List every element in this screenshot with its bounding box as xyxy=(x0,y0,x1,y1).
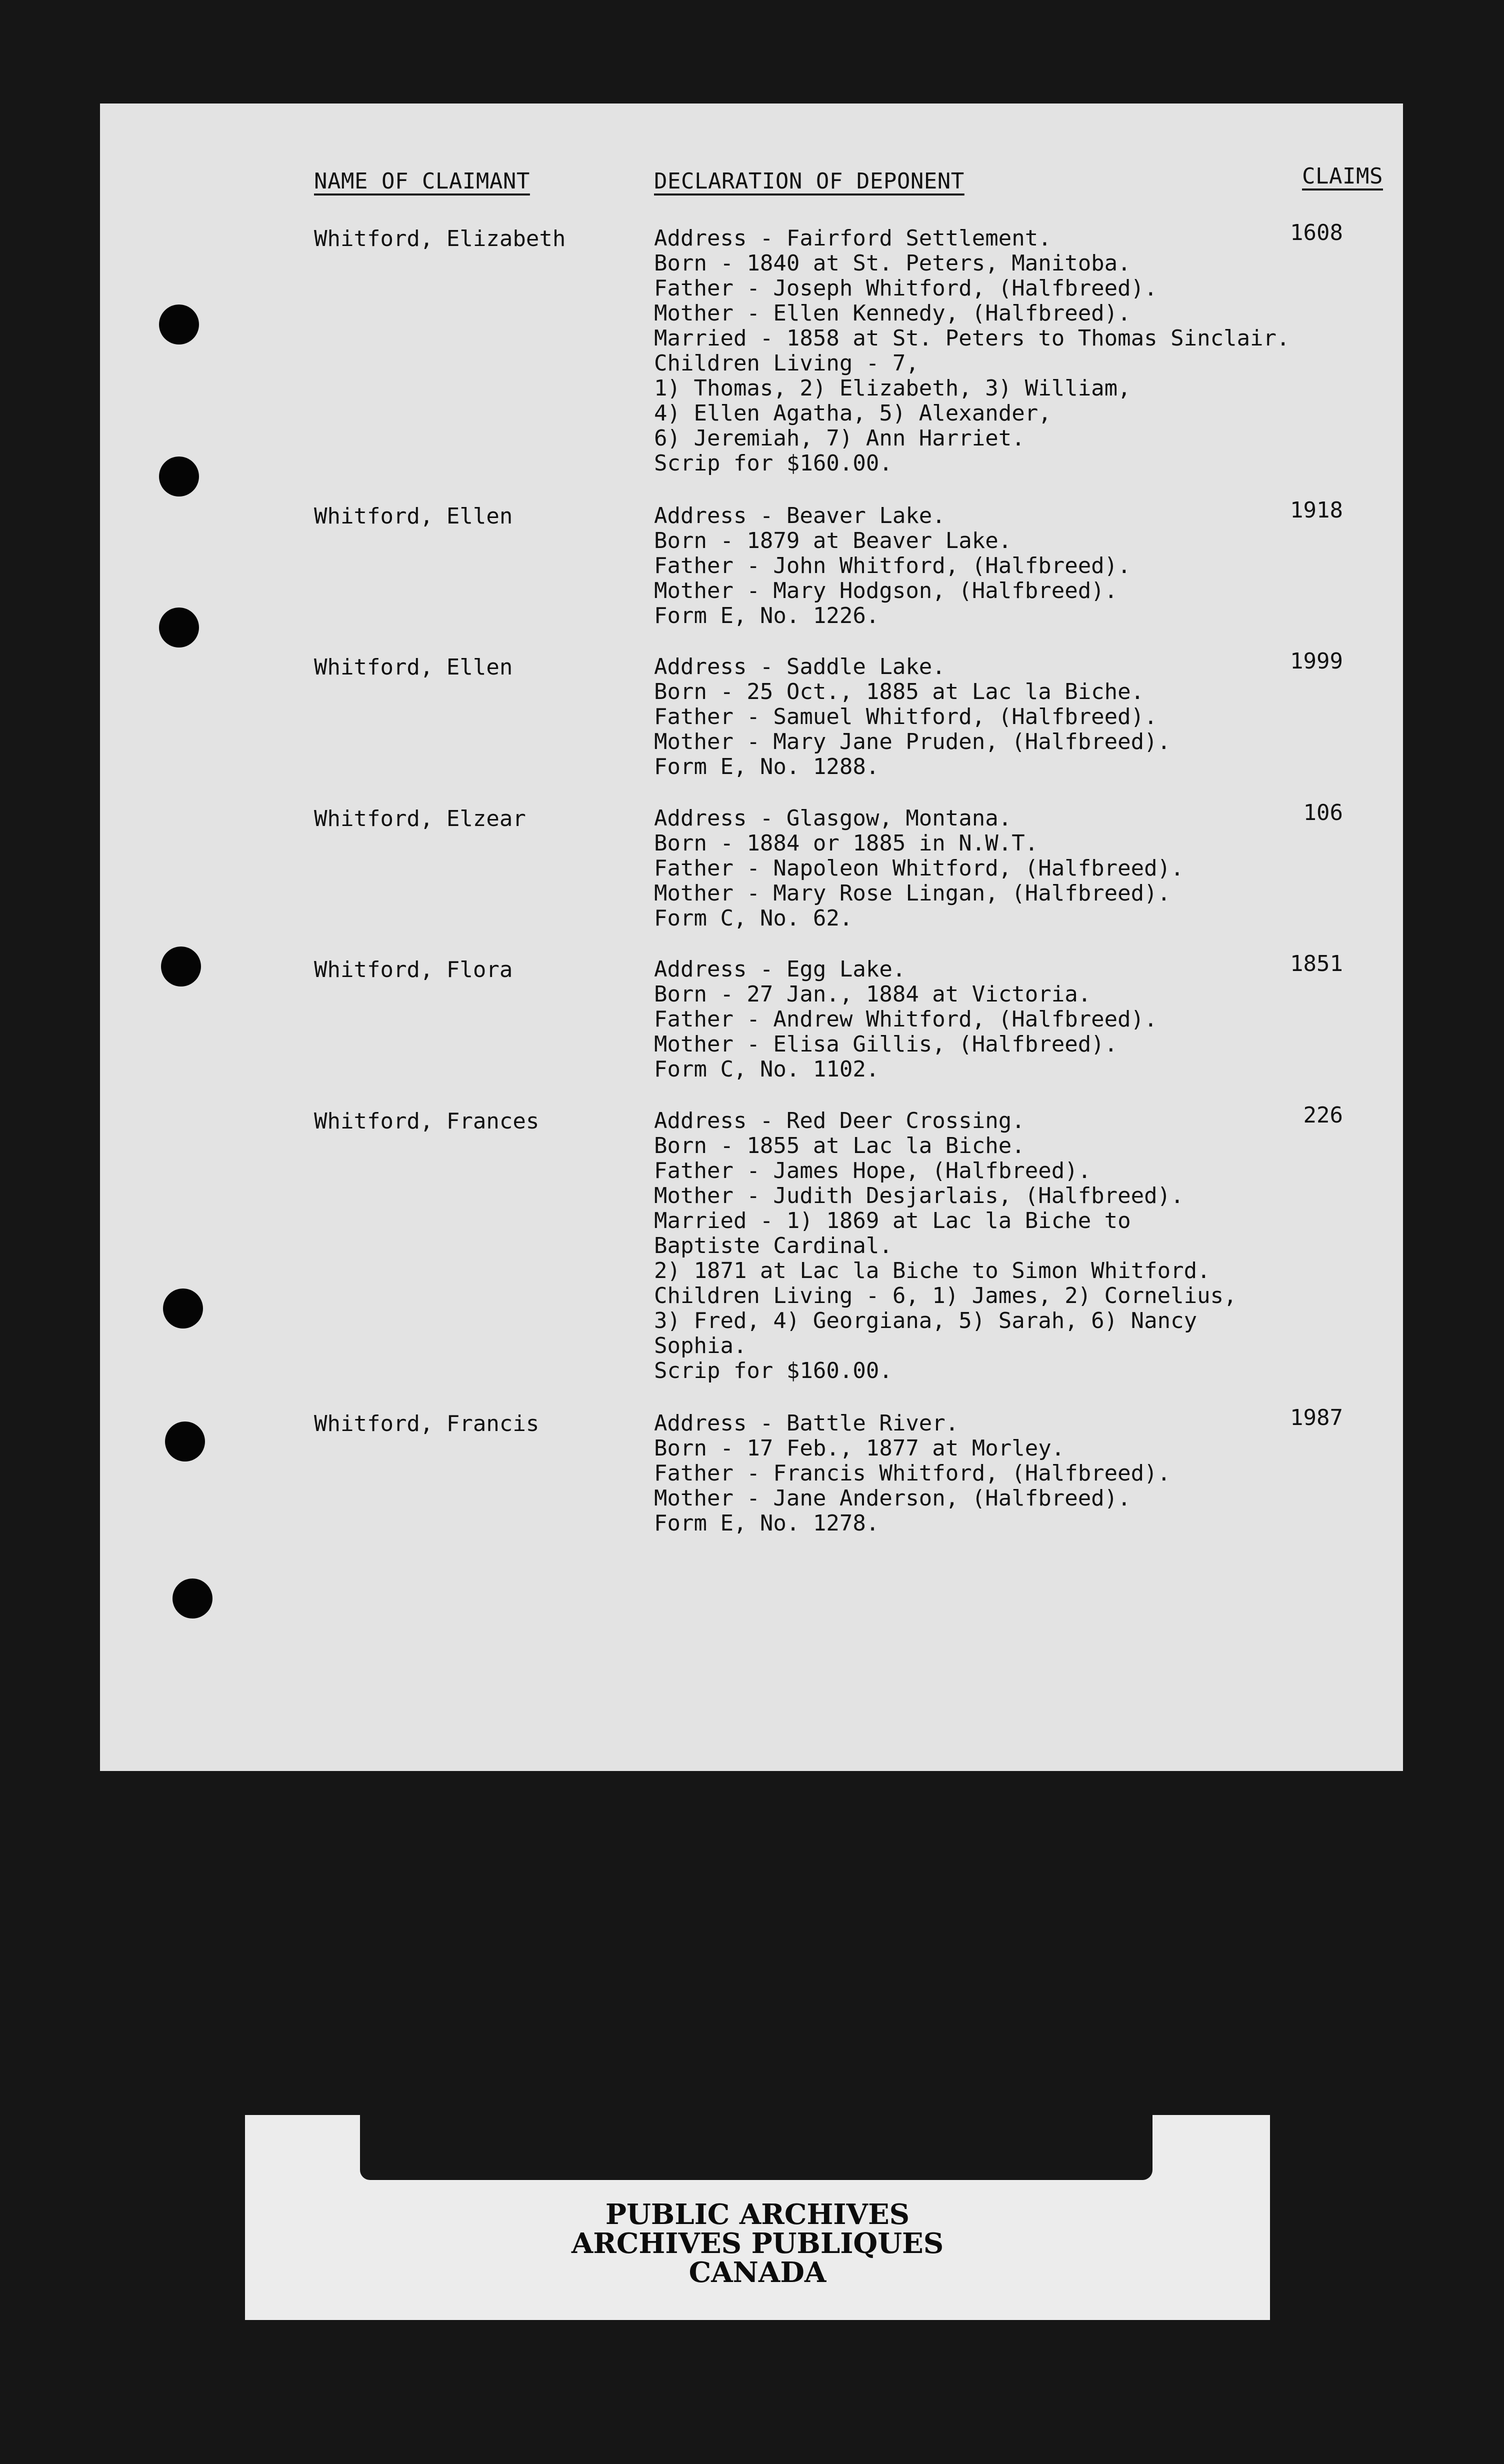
declaration-line: Form E, No. 1278. xyxy=(654,1510,880,1536)
declaration-line: Born - 25 Oct., 1885 at Lac la Biche. xyxy=(654,679,1144,704)
declaration-line: Address - Battle River. xyxy=(654,1410,959,1436)
declaration-line: Father - John Whitford, (Halfbreed). xyxy=(654,553,1131,578)
header-declaration-of-deponent: DECLARATION OF DEPONENT xyxy=(654,168,964,194)
punch-hole xyxy=(172,1578,212,1618)
declaration-line: Father - Francis Whitford, (Halfbreed). xyxy=(654,1460,1171,1486)
declaration-line: Children Living - 7, xyxy=(654,350,919,376)
header-name-of-claimant: NAME OF CLAIMANT xyxy=(314,168,530,194)
declaration-line: Father - Andrew Whitford, (Halfbreed). xyxy=(654,1006,1158,1032)
declaration-line: Baptiste Cardinal. xyxy=(654,1233,892,1258)
declaration-line: Father - Napoleon Whitford, (Halfbreed). xyxy=(654,856,1184,881)
claim-number: 1999 xyxy=(1290,648,1343,674)
punch-hole xyxy=(159,608,199,648)
stamp-line-1: PUBLIC ARCHIVES xyxy=(605,2198,910,2231)
declaration-line: 4) Ellen Agatha, 5) Alexander, xyxy=(654,400,1052,426)
declaration-text xyxy=(654,1411,1170,1536)
declaration-line: Mother - Jane Anderson, (Halfbreed). xyxy=(654,1486,1131,1511)
declaration-text xyxy=(654,504,1131,628)
claimant-name: Whitford, Ellen xyxy=(314,654,513,680)
claim-number: 1918 xyxy=(1290,498,1343,523)
declaration-line: Scrip for $160.00. xyxy=(654,450,892,476)
declaration-line: Married - 1) 1869 at Lac la Biche to xyxy=(654,1208,1131,1234)
declaration-line: Mother - Mary Jane Pruden, (Halfbreed). xyxy=(654,729,1171,754)
declaration-line: Mother - Mary Rose Lingan, (Halfbreed). xyxy=(654,880,1171,906)
declaration-text xyxy=(654,226,1290,476)
punch-hole xyxy=(165,1422,205,1462)
punch-hole xyxy=(159,304,199,344)
declaration-line: Father - Samuel Whitford, (Halfbreed). xyxy=(654,704,1158,730)
declaration-line: Father - James Hope, (Halfbreed). xyxy=(654,1158,1092,1184)
declaration-line: Sophia. xyxy=(654,1333,747,1358)
claimant-name: Whitford, Elizabeth xyxy=(314,226,566,252)
document-page xyxy=(100,104,1403,1771)
archives-label xyxy=(245,2115,1270,2320)
declaration-line: Born - 1855 at Lac la Biche. xyxy=(654,1133,1025,1158)
declaration-line: Born - 1840 at St. Peters, Manitoba. xyxy=(654,250,1131,276)
declaration-line: Address - Beaver Lake. xyxy=(654,503,946,528)
declaration-line: Married - 1858 at St. Peters to Thomas Sinclair. xyxy=(654,326,1290,351)
punch-hole xyxy=(161,946,201,986)
declaration-line: Form C, No. 1102. xyxy=(654,1056,880,1082)
claimant-name: Whitford, Frances xyxy=(314,1108,540,1134)
declaration-line: 6) Jeremiah, 7) Ann Harriet. xyxy=(654,426,1025,451)
declaration-text xyxy=(654,654,1170,780)
declaration-line: Address - Red Deer Crossing. xyxy=(654,1108,1025,1134)
stamp-line-2: ARCHIVES PUBLIQUES xyxy=(571,2227,944,2260)
declaration-line: Father - Joseph Whitford, (Halfbreed). xyxy=(654,276,1158,301)
declaration-line: Born - 1884 or 1885 in N.W.T. xyxy=(654,830,1038,856)
label-notch xyxy=(360,2115,1152,2180)
declaration-line: Mother - Mary Hodgson, (Halfbreed). xyxy=(654,578,1118,604)
punch-hole xyxy=(159,456,199,496)
claim-number: 106 xyxy=(1303,800,1343,826)
declaration-line: Address - Egg Lake. xyxy=(654,956,906,982)
declaration-line: Form E, No. 1226. xyxy=(654,603,880,628)
declaration-line: Address - Fairford Settlement. xyxy=(654,226,1052,251)
declaration-line: Mother - Elisa Gillis, (Halfbreed). xyxy=(654,1032,1118,1057)
punch-hole xyxy=(163,1288,203,1328)
declaration-line: 3) Fred, 4) Georgiana, 5) Sarah, 6) Nancy xyxy=(654,1308,1198,1334)
header-claims: CLAIMS xyxy=(1302,164,1383,189)
claimant-name: Whitford, Flora xyxy=(314,957,513,982)
claimant-name: Whitford, Elzear xyxy=(314,806,526,832)
declaration-line: Address - Glasgow, Montana. xyxy=(654,806,1012,831)
declaration-text xyxy=(654,1108,1237,1384)
declaration-line: Children Living - 6, 1) James, 2) Cornelius, xyxy=(654,1283,1237,1308)
archives-stamp xyxy=(245,2200,1270,2287)
declaration-text xyxy=(654,957,1158,1082)
declaration-line: Born - 17 Feb., 1877 at Morley. xyxy=(654,1436,1065,1461)
declaration-line: Address - Saddle Lake. xyxy=(654,654,946,680)
claim-number: 1851 xyxy=(1290,951,1343,976)
declaration-line: Scrip for $160.00. xyxy=(654,1358,892,1384)
declaration-line: Form E, No. 1288. xyxy=(654,754,880,780)
declaration-line: Form C, No. 62. xyxy=(654,906,853,931)
stamp-line-3: CANADA xyxy=(688,2256,826,2289)
claimant-name: Whitford, Ellen xyxy=(314,504,513,529)
declaration-line: 2) 1871 at Lac la Biche to Simon Whitford. xyxy=(654,1258,1210,1284)
claim-number: 1608 xyxy=(1290,220,1343,246)
claim-number: 226 xyxy=(1303,1102,1343,1128)
claim-number: 1987 xyxy=(1290,1405,1343,1430)
declaration-line: 1) Thomas, 2) Elizabeth, 3) William, xyxy=(654,376,1131,401)
declaration-line: Mother - Ellen Kennedy, (Halfbreed). xyxy=(654,300,1131,326)
declaration-text xyxy=(654,806,1184,931)
declaration-line: Mother - Judith Desjarlais, (Halfbreed). xyxy=(654,1183,1184,1208)
declaration-line: Born - 27 Jan., 1884 at Victoria. xyxy=(654,982,1092,1007)
declaration-line: Born - 1879 at Beaver Lake. xyxy=(654,528,1012,554)
claimant-name: Whitford, Francis xyxy=(314,1411,540,1436)
